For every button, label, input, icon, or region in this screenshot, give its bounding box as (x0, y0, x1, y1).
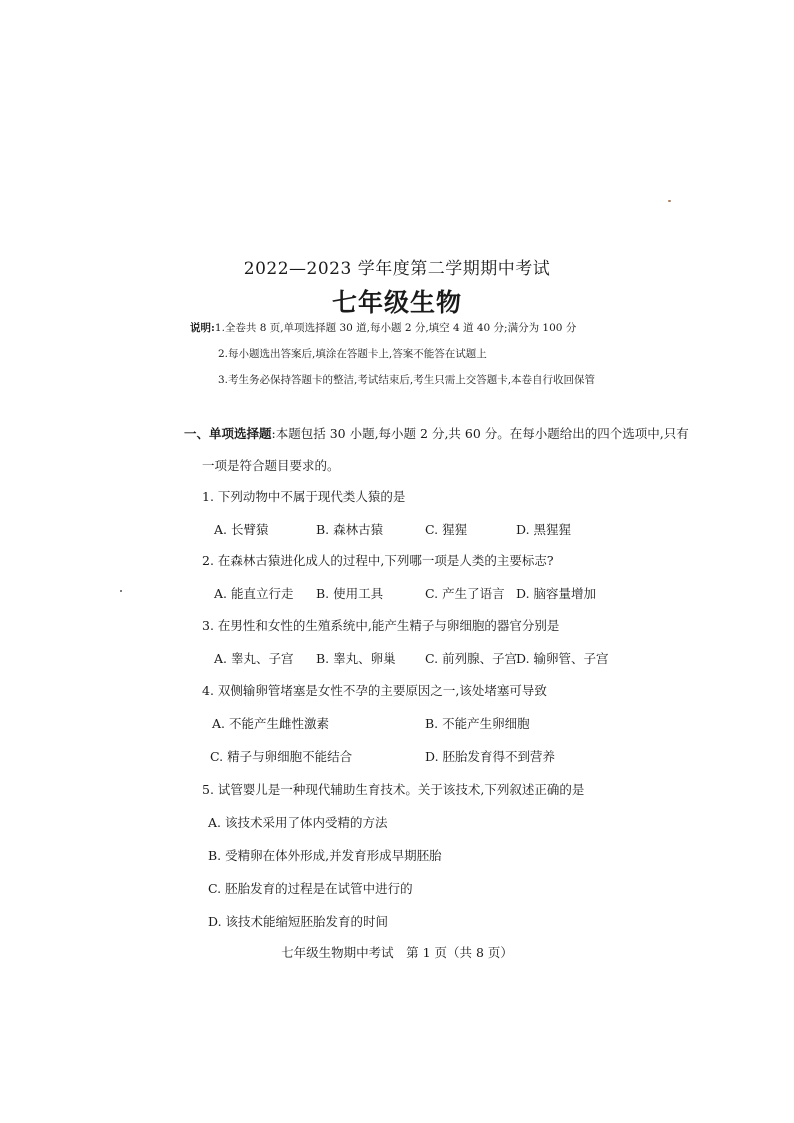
option-a: A. 睾丸、子宫 (214, 651, 294, 666)
option-c: C. 产生了语言 (425, 586, 505, 601)
question-stem: 4. 双侧输卵管堵塞是女性不孕的主要原因之一,该处堵塞可导致 (202, 683, 547, 698)
option-b: B. 森林古猿 (316, 522, 384, 537)
option-c: C. 精子与卵细胞不能结合 (210, 749, 353, 764)
option-a: A. 能直立行走 (214, 586, 294, 601)
exam-title: 2022—2023 学年度第二学期期中考试 (243, 259, 551, 279)
scan-speck (668, 200, 671, 202)
option-c: C. 前列腺、子宫 (425, 651, 518, 666)
option-c: C. 猩猩 (425, 522, 468, 537)
question-stem: 5. 试管婴儿是一种现代辅助生育技术。关于该技术,下列叙述正确的是 (202, 782, 585, 797)
section-title: 一、单项选择题 (184, 426, 272, 441)
section-description-cont: 一项是符合题目要求的。 (202, 458, 340, 473)
instruction-text: 3.考生务必保持答题卡的整洁,考试结束后,考生只需上交答题卡,本卷自行收回保管 (218, 374, 596, 386)
instruction-text: 2.每小题选出答案后,填涂在答题卡上,答案不能答在试题上 (218, 348, 487, 360)
question-stem: 3. 在男性和女性的生殖系统中,能产生精子与卵细胞的器官分别是 (202, 618, 560, 633)
page-footer: 七年级生物期中考试 第 1 页（共 8 页） (281, 945, 513, 960)
option-a: A. 不能产生雌性激素 (212, 716, 329, 731)
option-c: C. 胚胎发育的过程是在试管中进行的 (208, 881, 413, 896)
instruction-text: 1.全卷共 8 页,单项选择题 30 道,每小题 2 分,填空 4 道 40 分;满分为 100 分 (214, 322, 577, 334)
instructions-line-1 (190, 320, 576, 335)
option-d: D. 胚胎发育得不到营养 (425, 749, 556, 764)
option-d: D. 脑容量增加 (516, 586, 597, 601)
option-b: B. 使用工具 (316, 586, 384, 601)
question-stem: 1. 下列动物中不属于现代类人猿的是 (202, 489, 406, 504)
exam-subject: 七年级生物 (331, 288, 462, 317)
section-description: :本题包括 30 小题,每小题 2 分,共 60 分。在每小题给出的四个选项中,只有 (271, 426, 689, 441)
question-stem: 2. 在森林古猿进化成人的过程中,下列哪一项是人类的主要标志? (202, 553, 554, 568)
scan-speck (120, 590, 122, 592)
instructions-label: 说明: (190, 322, 215, 334)
section-heading (184, 424, 689, 442)
option-b: B. 睾丸、卵巢 (316, 651, 396, 666)
option-a: A. 长臂猿 (214, 522, 269, 537)
option-b: B. 不能产生卵细胞 (425, 716, 530, 731)
option-d: D. 输卵管、子宫 (516, 651, 609, 666)
option-d: D. 该技术能缩短胚胎发育的时间 (208, 914, 389, 929)
option-a: A. 该技术采用了体内受精的方法 (208, 815, 388, 830)
option-d: D. 黑猩猩 (516, 522, 572, 537)
option-b: B. 受精卵在体外形成,并发育形成早期胚胎 (208, 848, 442, 863)
